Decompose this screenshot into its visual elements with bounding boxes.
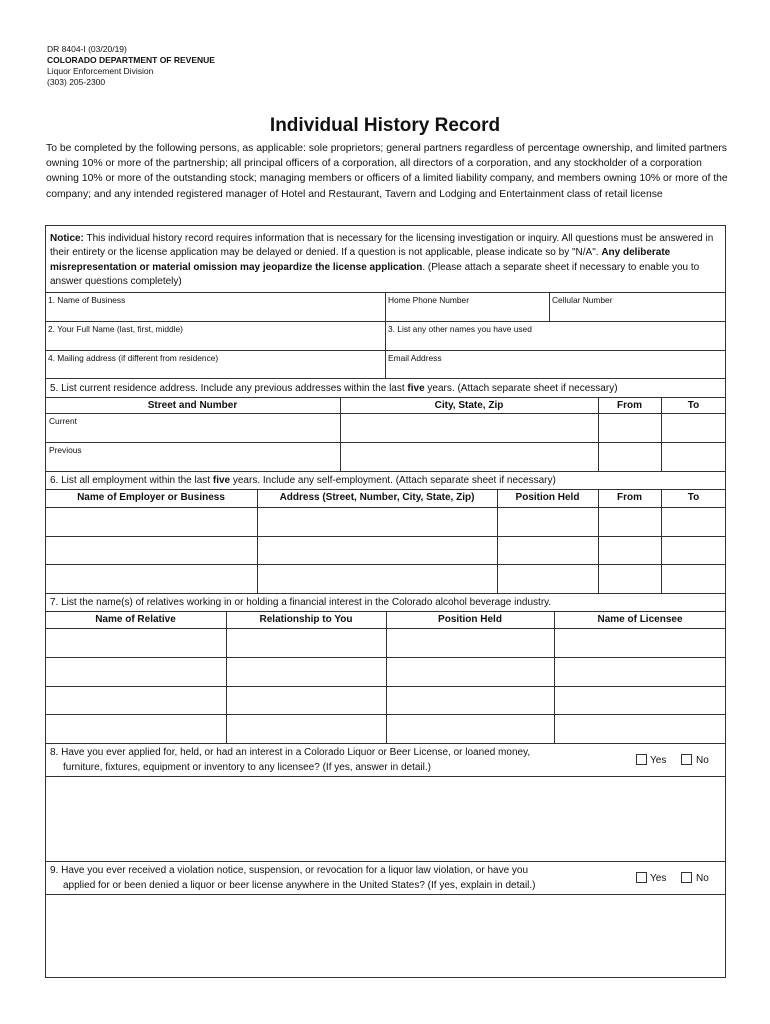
q8-line1: 8. Have you ever applied for, held, or had an interest in a Colorado Liquor or Beer License, or loaned money, <box>50 747 531 758</box>
divider <box>385 292 386 378</box>
notice-text <box>50 232 720 289</box>
divider <box>661 489 662 593</box>
section6-title <box>50 475 556 486</box>
q9-no-checkbox[interactable] <box>681 872 692 883</box>
notice-warning: Any deliberate misrepresentation or material omission may jeopardize the license application <box>50 247 671 273</box>
section5-title <box>50 383 618 394</box>
q8-yes-label: Yes <box>650 755 667 766</box>
form-header <box>47 44 215 88</box>
q9-answer-area[interactable] <box>46 895 725 977</box>
col-from: From <box>617 400 642 411</box>
divider <box>340 397 341 471</box>
full-name-field[interactable]: 2. Your Full Name (last, first, middle) <box>48 324 183 334</box>
section6-title-bold: five <box>212 475 231 486</box>
intro-text: To be completed by the following persons, as applicable: sole proprietors; general partners regardless of percentage ownership, and limited partners owning 10% or more of the partnership; all principal officers of a corporation, all directors of a corporation, and any stockholder of a corporation owning 10% or more of the outstanding stock; managing members or officers of a limited liability company, and members owning 10% or more of the company; and any intended registered manager of Hotel and Restaurant, Tavern and Lodging and Entertainment class of retail license <box>46 143 728 200</box>
divider <box>549 292 550 321</box>
col-employer: Name of Employer or Business <box>77 492 225 503</box>
divider <box>45 593 726 594</box>
q9-line2: applied for or been denied a liquor or beer license anywhere in the United States? (If yes, explain in detail.) <box>63 880 536 891</box>
divider <box>45 743 726 744</box>
section6-title-pre: 6. List all employment within the last <box>50 475 213 486</box>
other-names-field[interactable]: 3. List any other names you have used <box>388 324 532 334</box>
section7-title: 7. List the name(s) of relatives working in or holding a financial interest in the Colorado alcohol beverage industry. <box>50 597 552 608</box>
divider <box>45 471 726 472</box>
divider <box>45 536 726 537</box>
department-name: COLORADO DEPARTMENT OF REVENUE <box>47 55 215 65</box>
notice-body-1: This individual history record requires information that is necessary for the licensing investigation or inquiry. All questions must be answered in their entirety or the license application may be delayed or denied. If a question is not applicable, please indicate so by "N/A". <box>50 233 714 259</box>
q8-no-label: No <box>696 755 709 766</box>
divider <box>226 611 227 743</box>
col-licensee: Name of Licensee <box>597 614 683 625</box>
row-previous[interactable]: Previous <box>49 445 82 455</box>
business-name-field[interactable]: 1. Name of Business <box>48 295 126 305</box>
divider <box>661 397 662 471</box>
divider <box>45 489 726 490</box>
divider <box>497 489 498 593</box>
col-from: From <box>617 492 642 503</box>
divider <box>45 378 726 379</box>
email-field[interactable]: Email Address <box>388 353 442 363</box>
divider <box>45 442 726 443</box>
division-name: Liquor Enforcement Division <box>47 66 154 76</box>
divider <box>257 489 258 593</box>
cell-phone-field[interactable]: Cellular Number <box>552 295 613 305</box>
col-position-held: Position Held <box>438 614 502 625</box>
col-street: Street and Number <box>147 400 238 411</box>
divider <box>386 611 387 743</box>
department-phone: (303) 205-2300 <box>47 77 106 87</box>
col-city: City, State, Zip <box>434 400 504 411</box>
section6-title-post: years. Include any self-employment. (Attach separate sheet if necessary) <box>230 475 556 486</box>
q8-no-checkbox[interactable] <box>681 754 692 765</box>
col-address: Address (Street, Number, City, State, Zip) <box>279 492 475 503</box>
form-id: DR 8404-I (03/20/19) <box>47 44 127 54</box>
section5-title-pre: 5. List current residence address. Include any previous addresses within the last <box>50 383 408 394</box>
row-current[interactable]: Current <box>49 416 77 426</box>
divider <box>45 397 726 398</box>
divider <box>45 861 726 862</box>
mailing-address-field[interactable]: 4. Mailing address (if different from residence) <box>48 353 219 363</box>
section5-title-post: years. (Attach separate sheet if necessary) <box>424 383 618 394</box>
divider <box>45 564 726 565</box>
section5-title-bold: five <box>407 383 425 394</box>
notice-label: Notice: <box>50 233 84 244</box>
divider <box>598 489 599 593</box>
divider <box>598 397 599 471</box>
divider <box>45 413 726 414</box>
home-phone-field[interactable]: Home Phone Number <box>388 295 469 305</box>
page-title: Individual History Record <box>269 115 501 136</box>
q8-answer-area[interactable] <box>46 777 725 860</box>
col-position: Position Held <box>515 492 580 503</box>
col-relationship: Relationship to You <box>259 614 353 625</box>
q8-yes-checkbox[interactable] <box>636 754 647 765</box>
col-to: To <box>687 400 700 411</box>
notice-body-2: . (Please attach a separate sheet if necessary to enable you to answer questions completely) <box>50 261 700 287</box>
divider <box>45 507 726 508</box>
q9-no-label: No <box>696 873 709 884</box>
q9-line1: 9. Have you ever received a violation notice, suspension, or revocation for a liquor law violation, or have you <box>50 865 529 876</box>
col-to: To <box>687 492 700 503</box>
divider <box>554 611 555 743</box>
col-relative: Name of Relative <box>95 614 176 625</box>
q9-yes-checkbox[interactable] <box>636 872 647 883</box>
q8-line2: furniture, fixtures, equipment or inventory to any licensee? (If yes, answer in detail.) <box>63 762 431 773</box>
q9-yes-label: Yes <box>650 873 667 884</box>
